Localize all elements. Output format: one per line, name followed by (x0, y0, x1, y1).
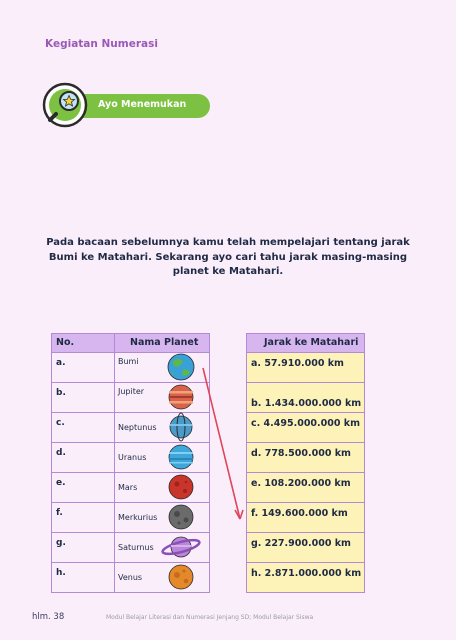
distance-value: g. 227.900.000 km (251, 537, 351, 549)
page-number: hlm. 38 (32, 612, 65, 622)
row-number: d. (56, 448, 66, 458)
distance-value: f. 149.600.000 km (251, 507, 348, 519)
header-no: No. (56, 337, 75, 348)
distance-value: e. 108.200.000 km (251, 477, 351, 489)
row-number: c. (56, 418, 65, 428)
planet-name: Bumi (118, 356, 139, 366)
section-label: Kegiatan Numerasi (45, 38, 158, 50)
row-number: f. (56, 508, 63, 518)
planet-name: Jupiter (118, 386, 145, 396)
planet-name: Mars (118, 482, 138, 492)
planet-name: Uranus (118, 452, 147, 462)
planet-name: Neptunus (118, 422, 157, 432)
row-number: h. (56, 568, 66, 578)
header-planet: Nama Planet (130, 337, 199, 348)
distance-value: d. 778.500.000 km (251, 447, 351, 459)
planet-name: Saturnus (118, 542, 154, 552)
row-number: g. (56, 538, 66, 548)
footer-subtitle: Modul Belajar Literasi dan Numerasi Jenjang SD; Modul Belajar Siswa (106, 614, 314, 621)
row-number: e. (56, 478, 66, 488)
row-number: b. (56, 388, 66, 398)
intro-text: Pada bacaan sebelumnya kamu telah mempelajari tentang jarak Bumi ke Matahari. Sekarang ayo cari tahu jarak masing-masing planet ke Matahari. (46, 237, 410, 277)
planet-name: Venus (118, 572, 143, 582)
distance-value: c. 4.495.000.000 km (251, 417, 360, 429)
planet-name: Merkurius (118, 512, 158, 522)
distance-value: h. 2.871.000.000 km (251, 567, 362, 579)
header-distance: Jarak ke Matahari (264, 337, 359, 348)
badge-label: Ayo Menemukan (98, 99, 187, 110)
distance-value: a. 57.910.000 km (251, 357, 344, 369)
distance-value: b. 1.434.000.000 km (251, 397, 362, 409)
row-number: a. (56, 358, 66, 368)
